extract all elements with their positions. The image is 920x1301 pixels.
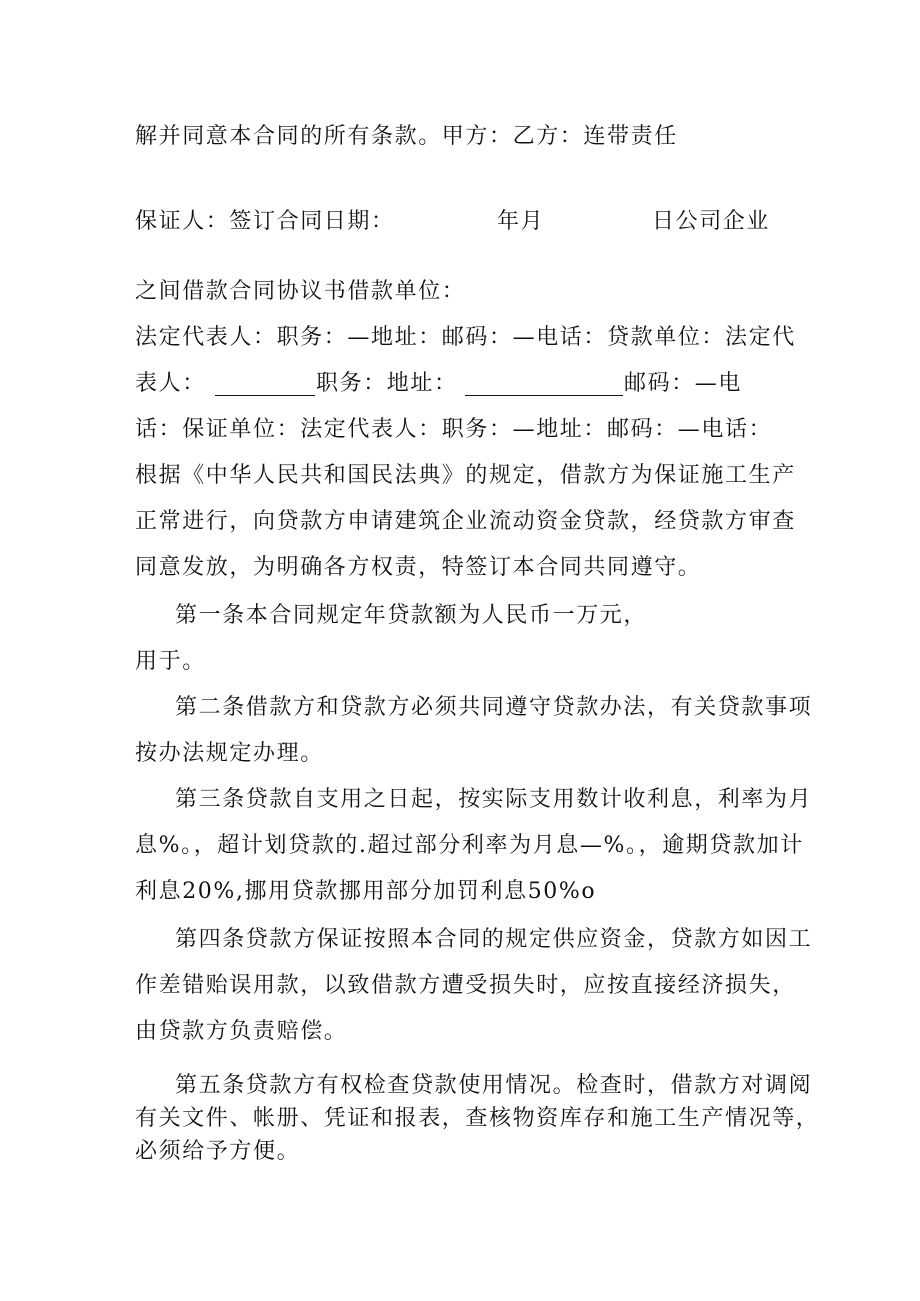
text-line: 第五条贷款方有权检查贷款使用情况。检查时，借款方对调阅 [175, 1073, 813, 1098]
text-line: 职务：地址： [316, 371, 458, 396]
text-line: 日公司企业 [652, 209, 771, 234]
text-line: 必须给予方便。 [135, 1139, 301, 1164]
text-line: 解并同意本合同的所有条款。甲方：乙方：连带责任 [135, 124, 678, 149]
text-line: 法定代表人：职务：—地址：邮码：—电话：贷款单位：法定代 [135, 325, 796, 350]
text-line: 年月 [497, 209, 545, 234]
text-line: 有关文件、帐册、凭证和报表，查核物资库存和施工生产情况等， [135, 1106, 820, 1131]
blank-underline [465, 373, 623, 396]
text-line: 息%。，超计划贷款的.超过部分利率为月息—%。，逾期贷款加计 [135, 833, 804, 858]
text-line: 第三条贷款自支用之日起，按实际支用数计收利息，利率为月 [175, 787, 813, 812]
text-line: 话：保证单位：法定代表人：职务：—地址：邮码：—电话： [135, 417, 773, 442]
text-line: 第一条本合同规定年贷款额为人民币一万元， [175, 603, 648, 628]
text-line: 第二条借款方和贷款方必须共同遵守贷款办法，有关贷款事项 [175, 695, 813, 720]
blank-underline [215, 373, 315, 396]
text-line: 按办法规定办理。 [135, 741, 324, 766]
text-line: 作差错贻误用款，以致借款方遭受损失时，应按直接经济损失， [135, 973, 796, 998]
text-line: 保证人：签订合同日期： [135, 209, 395, 234]
text-line: 第四条贷款方保证按照本合同的规定供应资金，贷款方如因工 [175, 927, 813, 952]
text-line: 由贷款方负责赔偿。 [135, 1019, 348, 1044]
text-line: 根据《中华人民共和国民法典》的规定，借款方为保证施工生产 [135, 463, 796, 488]
text-line: 表人： [135, 371, 206, 396]
text-line: 正常进行，向贷款方申请建筑企业流动资金贷款，经贷款方审查 [135, 509, 796, 534]
text-line: 之间借款合同协议书借款单位： [135, 279, 466, 304]
text-line: 利息20%,挪用贷款挪用部分加罚利息50%o [135, 879, 597, 904]
text-line: 用于。 [135, 649, 206, 674]
text-line: 同意发放，为明确各方权责，特签订本合同共同遵守。 [135, 555, 702, 580]
text-line: 邮码：—电 [624, 371, 743, 396]
